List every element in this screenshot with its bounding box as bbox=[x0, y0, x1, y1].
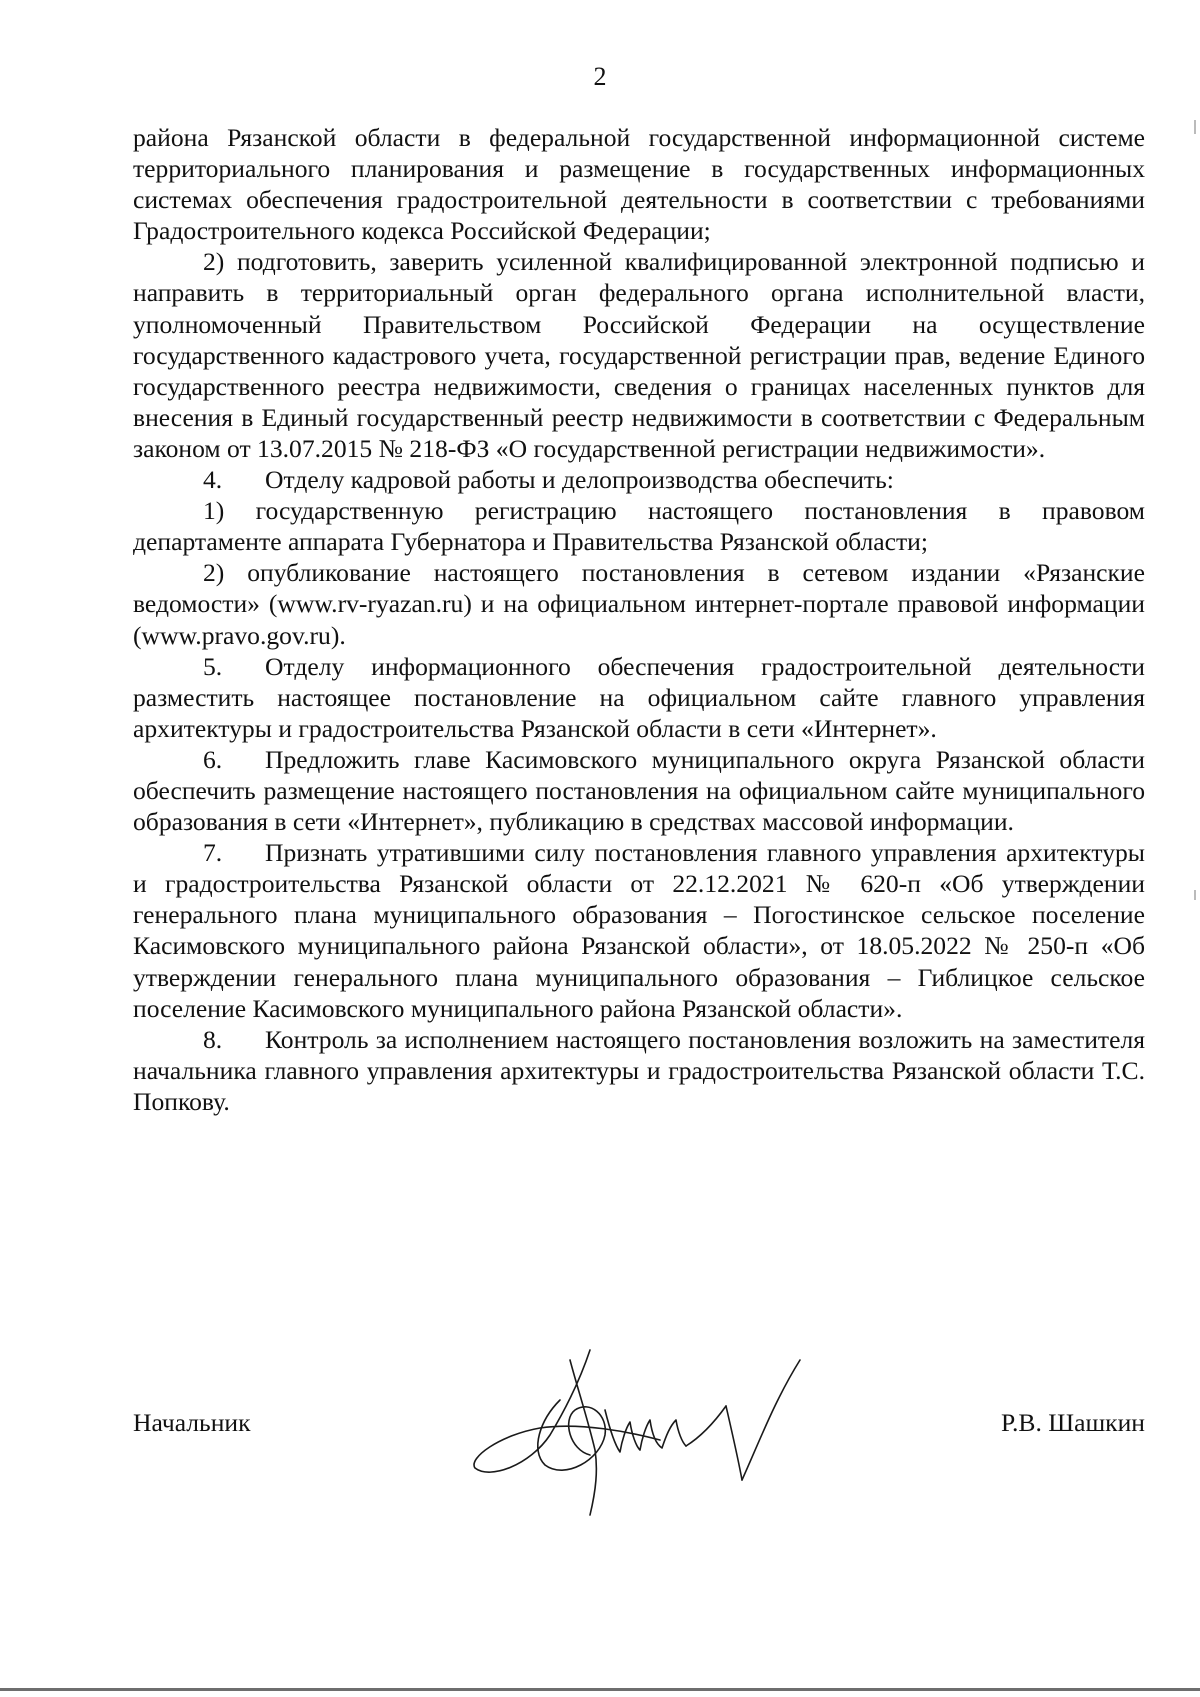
paragraph-text: 2) опубликование настоящего постановления в сетевом издании «Рязанские ведомости» (www.rv-ryazan.ru) и на официальном интернет-портале правовой информации (www.pravo.gov.ru). bbox=[133, 558, 1145, 650]
clause-number: 4. bbox=[203, 465, 223, 495]
paragraph-text: 1) государственную регистрацию настоящего постановления в правовом департаменте аппарата Губернатора и Правительства Рязанской области; bbox=[133, 496, 1145, 557]
clause-number: 7. bbox=[203, 838, 223, 868]
paragraph-text: района Рязанской области в федеральной государственной информационной системе территориального планирования и размещение в государственных информационных системах обеспечения градостроительной деятельности в соответствии с требованиями Градостроительного кодекса Российской Федерации; bbox=[133, 123, 1145, 246]
paragraph-text: Признать утратившими силу постановления главного управления архитектуры и градостроительства Рязанской области от 22.12.2021 № 620-п «Об утверждении генерального плана муниципального образования – Погостинское сельское поселение Касимовского муниципального района Рязанской области», от 18.05.2022 № 250-п «Об утверждении генерального плана муниципального образования – Гиблицкое сельское поселение Касимовского муниципального района Рязанской области». bbox=[133, 838, 1145, 1023]
scan-bottom-edge bbox=[0, 1688, 1200, 1691]
paragraph-clause-4 bbox=[133, 464, 1145, 495]
signatory-position: Начальник bbox=[133, 1408, 251, 1437]
paragraph-text: Отделу информационного обеспечения градостроительной деятельности разместить настоящее постановление на официальном сайте главного управления архитектуры и градостроительства Рязанской области в сети «Интернет». bbox=[133, 651, 1145, 743]
paragraph-item-1 bbox=[133, 495, 1145, 557]
clause-number: 5. bbox=[203, 651, 223, 681]
paragraph-clause-7 bbox=[133, 837, 1145, 1024]
page-number: 2 bbox=[593, 62, 607, 91]
clause-number: 8. bbox=[203, 1024, 223, 1054]
document-body bbox=[133, 122, 1145, 1117]
paragraph-text: Контроль за исполнением настоящего постановления возложить на заместителя начальника главного управления архитектуры и градостроительства Рязанской области Т.С. Попкову. bbox=[133, 1024, 1145, 1116]
paragraph-text: Предложить главе Касимовского муниципального округа Рязанской области обеспечить размещение настоящего постановления на официальном сайте муниципального образования в сети «Интернет», публикацию в средствах массовой информации. bbox=[133, 744, 1145, 837]
paragraph-item-2b bbox=[133, 557, 1145, 650]
paragraph-item-2 bbox=[133, 246, 1145, 464]
scan-edge-mark bbox=[1194, 890, 1196, 900]
signature-block bbox=[133, 1408, 1145, 1448]
signatory-name: Р.В. Шашкин bbox=[1000, 1408, 1145, 1437]
paragraph-text: 2) подготовить, заверить усиленной квалифицированной электронной подписью и направить в территориальный орган федерального органа исполнительной власти, уполномоченный Правительством Российской Федерации на осуществление государственного кадастрового учета, государственной регистрации прав, ведение Единого государственного реестра недвижимости, сведения о границах населенных пунктов для внесения в Единый государственный реестр недвижимости в соответствии с Федеральным законом от 13.07.2015 № 218-ФЗ «О государственной регистрации недвижимости». bbox=[133, 247, 1145, 463]
paragraph-clause-5 bbox=[133, 651, 1145, 744]
paragraph-clause-6 bbox=[133, 744, 1145, 837]
paragraph-clause-8 bbox=[133, 1024, 1145, 1117]
scan-edge-mark bbox=[1194, 120, 1196, 134]
clause-number: 6. bbox=[203, 744, 223, 774]
paragraph-text: Отделу кадровой работы и делопроизводства обеспечить: bbox=[265, 465, 894, 495]
paragraph-continuation bbox=[133, 122, 1145, 246]
